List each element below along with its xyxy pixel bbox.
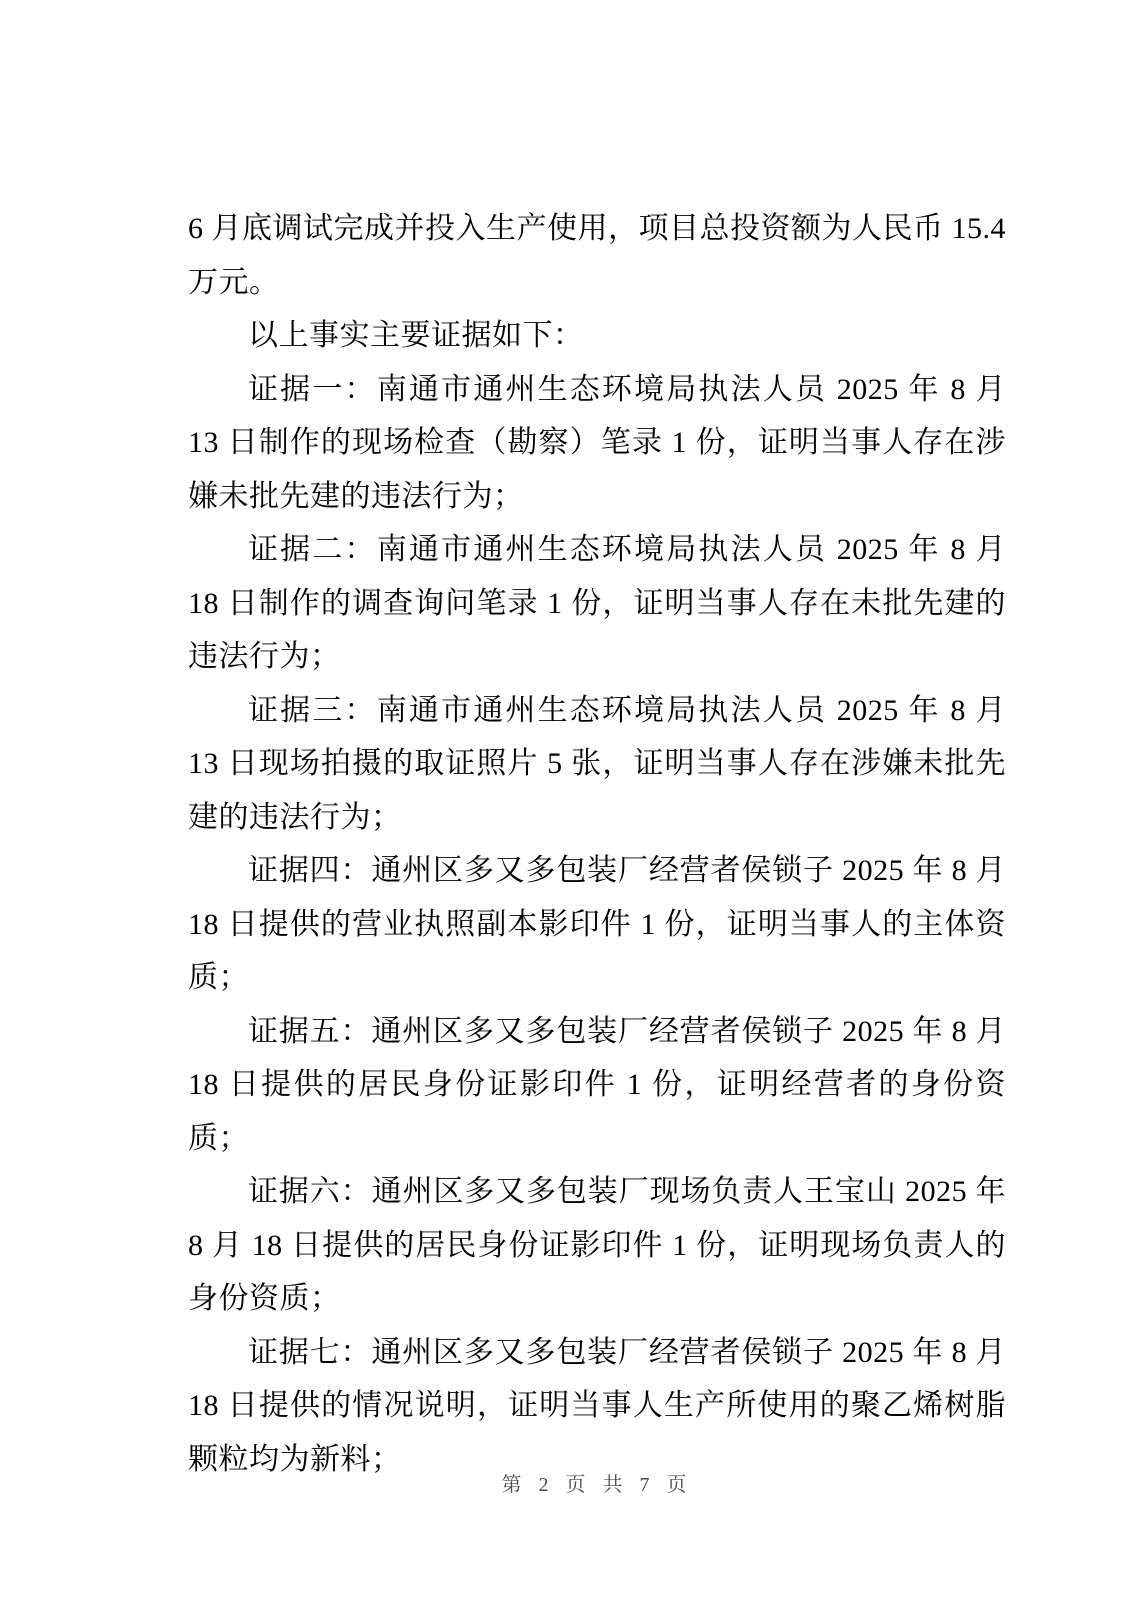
paragraph-evidence-1: 证据一：南通市通州生态环境局执法人员 2025 年 8 月 13 日制作的现场检查（勘察）笔录 1 份，证明当事人存在涉嫌未批先建的违法行为； [188, 372, 1006, 513]
paragraph-continuation: 6 月底调试完成并投入生产使用，项目总投资额为人民币 15.4 万元。 [188, 212, 1006, 299]
paragraph-evidence-2: 证据二：南通市通州生态环境局执法人员 2025 年 8 月 18 日制作的调查询问笔录 1 份，证明当事人存在未批先建的违法行为； [188, 533, 1006, 673]
document-body [188, 202, 1006, 1486]
paragraph-evidence-4: 证据四：通州区多又多包装厂经营者侯锁子 2025 年 8 月 18 日提供的营业执照副本影印件 1 份，证明当事人的主体资质； [188, 854, 1006, 994]
paragraph-evidence-3: 证据三：南通市通州生态环境局执法人员 2025 年 8 月 13 日现场拍摄的取证照片 5 张，证明当事人存在涉嫌未批先建的违法行为； [188, 693, 1006, 834]
paragraph-evidence-intro: 以上事实主要证据如下： [248, 319, 584, 352]
page-footer: 第 2 页 共 7 页 [501, 1474, 693, 1496]
paragraph-evidence-7: 证据七：通州区多又多包装厂经营者侯锁子 2025 年 8 月 18 日提供的情况说明，证明当事人生产所使用的聚乙烯树脂颗粒均为新料； [188, 1335, 1006, 1476]
paragraph-evidence-5: 证据五：通州区多又多包装厂经营者侯锁子 2025 年 8 月 18 日提供的居民身份证影印件 1 份，证明经营者的身份资质； [188, 1014, 1006, 1155]
paragraph-evidence-6: 证据六：通州区多又多包装厂现场负责人王宝山 2025 年 8 月 18 日提供的居民身份证影印件 1 份，证明现场负责人的身份资质； [188, 1175, 1006, 1315]
